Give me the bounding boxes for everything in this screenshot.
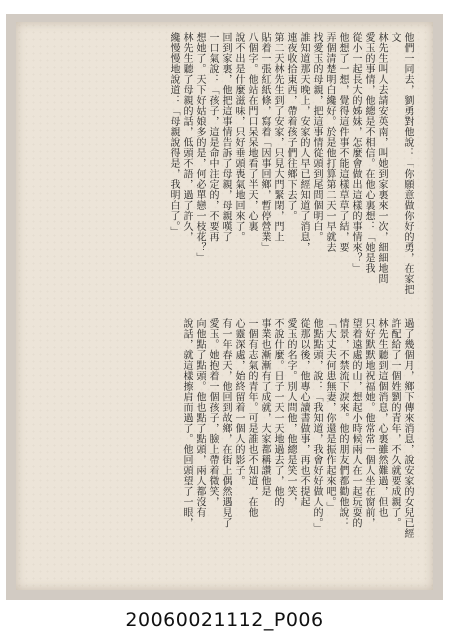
- text-column: 纔慢慢地說道：「母親說得是，我明白了。」: [168, 32, 179, 237]
- text-column: 八個字。他站在門口呆呆地看了半天，心裏: [246, 32, 257, 232]
- text-column: 向他點了點頭。他也點了點頭，兩人都沒有: [194, 318, 205, 518]
- text-column: 誰知道那天晚上，安家的人早已經知道了消息，: [298, 32, 309, 253]
- text-column: 說不出是什麼滋味，只好垂頭喪氣地回來了。: [233, 32, 244, 242]
- text-column: 愛玉。她抱着一個孩子，臉上帶着微笑，: [207, 318, 218, 507]
- text-column: 他想了一想，覺得這件事不能這樣草草了結，要: [337, 32, 348, 253]
- text-column: 「大丈夫何患無妻，你還是振作起來吧。」: [324, 318, 335, 513]
- text-column: 第二天林先生到了安家，只見大門緊閉，門上: [272, 32, 283, 242]
- text-column: 只好默默地祝福她。他常常一個人坐在窗前，: [363, 318, 374, 528]
- text-column: 林先生聽到這個消息，心裏雖然難過，但也: [376, 318, 387, 518]
- text-column: 連夜收拾東西，帶着孩子們往鄉下去了。: [285, 32, 296, 221]
- text-column: 愛玉的名字。別人問他，他總是笑一笑，: [285, 318, 296, 507]
- document-page: [16, 22, 433, 590]
- text-column: 望着遠處的山，想起小時候兩人在一起玩耍的: [350, 318, 361, 528]
- text-column: 不說什麼。日子一天一天地過去了，他的: [272, 318, 283, 507]
- text-column: 一口氣說：「孩子，這是命中注定的，不要再: [207, 32, 218, 242]
- text-column: 林先生叫人去請安英南，叫她到家裏來一次，細細地問: [376, 32, 387, 284]
- text-column: 一個有志氣的青年。可是誰也不知道，在他: [246, 318, 257, 518]
- text-column: 貼着一張紅紙條，寫着「因事回鄉，暫停營業」: [259, 32, 270, 253]
- text-column: 回到家裏，他把這事情告訴了母親，母親嘆了: [220, 32, 231, 242]
- text-block-top: [34, 32, 414, 302]
- image-caption: 20060021112_P006: [125, 609, 324, 631]
- text-column: 從那以後，他專心讀書做事，再也不提起: [298, 318, 309, 507]
- text-column: 有一年春天，他回到故鄉，在街上偶然遇見了: [220, 318, 231, 528]
- text-column: 許配給了一個姓劉的青年，不久就要成親了。: [389, 318, 400, 528]
- text-column: 從小一起長大的姊妹，怎麼會做出這樣的事情來？」: [350, 32, 361, 274]
- text-column: 弄個清楚明白纔好。於是他打算第二天一早就去: [324, 32, 335, 253]
- text-column: 想她了。天下好姑娘多的是，何必單戀一枝花？」: [194, 32, 205, 263]
- text-column: 心靈深處，始終留着一個人的影子。: [233, 318, 244, 486]
- text-column: 說話，就這樣擦肩而過了。他回頭望了一眼，: [181, 318, 192, 528]
- text-block-bottom: [34, 318, 414, 584]
- text-column: 過了幾個月，鄉下傳來消息，說安家的女兒已經: [402, 318, 413, 539]
- text-column: 愛玉的事情，他總是不相信。在他心裏想：「她是我: [363, 32, 374, 274]
- text-column: 林先生聽了母親的話，低頭不語，過了許久，: [181, 32, 192, 242]
- scan-frame: [6, 14, 443, 600]
- text-column: 找愛玉的母親，把這事情從頭到尾問個明白。: [311, 32, 322, 242]
- text-column: 情景，不禁流下淚來。他的朋友們都勸他說：: [337, 318, 348, 528]
- text-column: 他點點頭，說：「我知道，我會好好做人的。」: [311, 318, 322, 534]
- text-column: 他們一同去，劉勇對他說：「你願意做你好的勇，在家把文: [389, 32, 413, 295]
- text-column: 事業也漸漸有了成就，大家都稱讚他是: [259, 318, 270, 497]
